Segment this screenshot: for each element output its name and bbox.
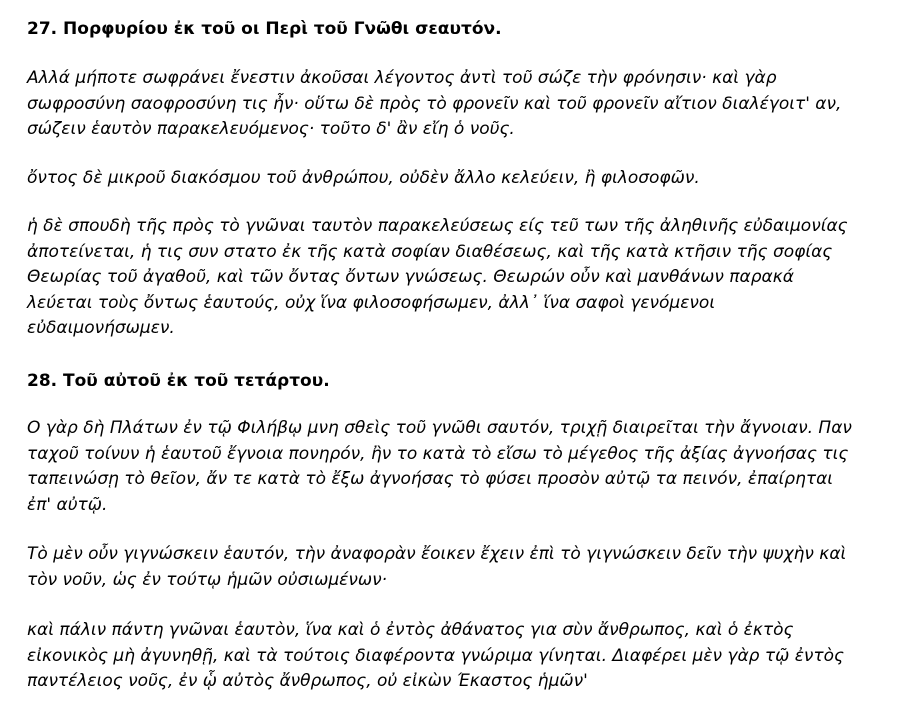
text-line: ὄντος δὲ μικροῦ διακόσμου τοῦ ἀνθρώπου, οὐδὲν ἄλλο κελεύειν, ἢ φιλοσοφῶν.	[27, 168, 700, 188]
section-heading-28: 28. Τοῦ αὐτοῦ ἐκ τοῦ τετάρτου.	[27, 371, 330, 391]
text-line: παντέλειος νοῦς, ἐν ᾧ αὐτὸς ἄνθρωπος, οὐ εἰκὼν Έκαστος ἡμῶν'	[27, 671, 588, 691]
paragraph-28-1	[27, 416, 852, 518]
text-line: εἰκονικὸς μὴ ἀγυνηθῇ, καὶ τὰ τούτοις διαφέροντα γνώριμα γίνηται. Διαφέρει μὲν γὰρ τῷ ἐντὸς	[27, 645, 845, 666]
text-line: Τὸ μὲν οὖν γιγνώσκειν ἑαυτόν, τὴν ἀναφορὰν ἔοικεν ἔχειν ἐπὶ τὸ γιγνώσκειν δεῖν τὴν ψυχὴν καὶ	[27, 544, 847, 564]
text-line: ἐπ' αὐτῷ.	[27, 494, 108, 515]
text-line: ταπεινώσῃ τὸ θεῖον, ἄν τε κατὰ τὸ ἔξω ἀγνοήσας τὸ φύσει προσὸν αὐτῷ τα πεινόν, ἐπαίρηται	[27, 469, 834, 489]
paragraph-27-3	[27, 214, 848, 342]
text-line: λεύεται τοὺς ὄντως ἑαυτούς, οὐχ ἵνα φιλοσοφήσωμεν, ἀλλ᾿ ἵνα σαφοὶ γενόμενοι	[27, 292, 716, 313]
text-line: Αλλά μήποτε σωφράνει ἔνεστιν ἀκοῦσαι λέγοντος ἀντὶ τοῦ σώζε τὴν φρόνησιν· καὶ γὰρ	[27, 68, 777, 88]
text-line: ἀποτείνεται, ἡ τις συν στατο ἐκ τῆς κατὰ σοφίαν διαθέσεως, καὶ τῆς κατὰ κτῆσιν τῆς σοφίας	[27, 241, 833, 262]
paragraph-28-3	[27, 618, 844, 695]
text-line: καὶ πάλιν πάντη γνῶναι ἑαυτὸν, ἵνα καὶ ὁ ἐντὸς ἀθάνατος για σὺν ἄνθρωπος, καὶ ὁ ἐκτὸς	[27, 620, 794, 640]
text-line: εὐδαιμονήσωμεν.	[27, 318, 175, 338]
paragraph-27-1	[27, 66, 841, 143]
text-line: Ο γὰρ δὴ Πλάτων ἐν τῷ Φιλήβῳ μνη σθεὶς τοῦ γνῶθι σαυτόν, τριχῇ διαιρεῖται τὴν ἄγνοιαν. Παν	[27, 418, 852, 438]
text-line: ταχοῦ τοίνυν ἡ ἑαυτοῦ ἔγνοια πονηρόν, ἢν το κατὰ τὸ εἴσω τὸ μέγεθος τῆς ἀξίας ἀγνοήσας τις	[27, 443, 849, 464]
text-line: ἡ δὲ σπουδὴ τῆς πρὸς τὸ γνῶναι ταυτὸν παρακελεύσεως είς τεῦ των τῆς ἀληθινῆς εὐδαιμονίας	[27, 216, 848, 236]
text-line: Θεωρίας τοῦ ἀγαθοῦ, καὶ τῶν ὄντας ὄντων γνώσεως. Θεωρών οὖν καὶ μανθάνων παρακά	[27, 267, 794, 287]
section-heading-27: 27. Πορφυρίου ἐκ τοῦ οι Περὶ τοῦ Γνῶθι σεαυτόν.	[27, 19, 502, 39]
paragraph-28-2	[27, 542, 846, 593]
paragraph-27-2	[27, 166, 700, 192]
text-line: τὸν νοῦν, ὡς ἐν τούτῳ ἡμῶν οὐσιωμένων·	[27, 569, 387, 590]
text-line: σώζειν ἑαυτὸν παρακελευόμενος· τοῦτο δ' ἂν εἴη ὁ νοῦς.	[27, 119, 515, 139]
text-line: σωφροσύνη σαοφροσύνη τις ἦν· οὕτω δὲ πρὸς τὸ φρονεῖν καὶ τοῦ φρονεῖν αἴτιον διαλέγοιτ' αν,	[27, 93, 842, 114]
